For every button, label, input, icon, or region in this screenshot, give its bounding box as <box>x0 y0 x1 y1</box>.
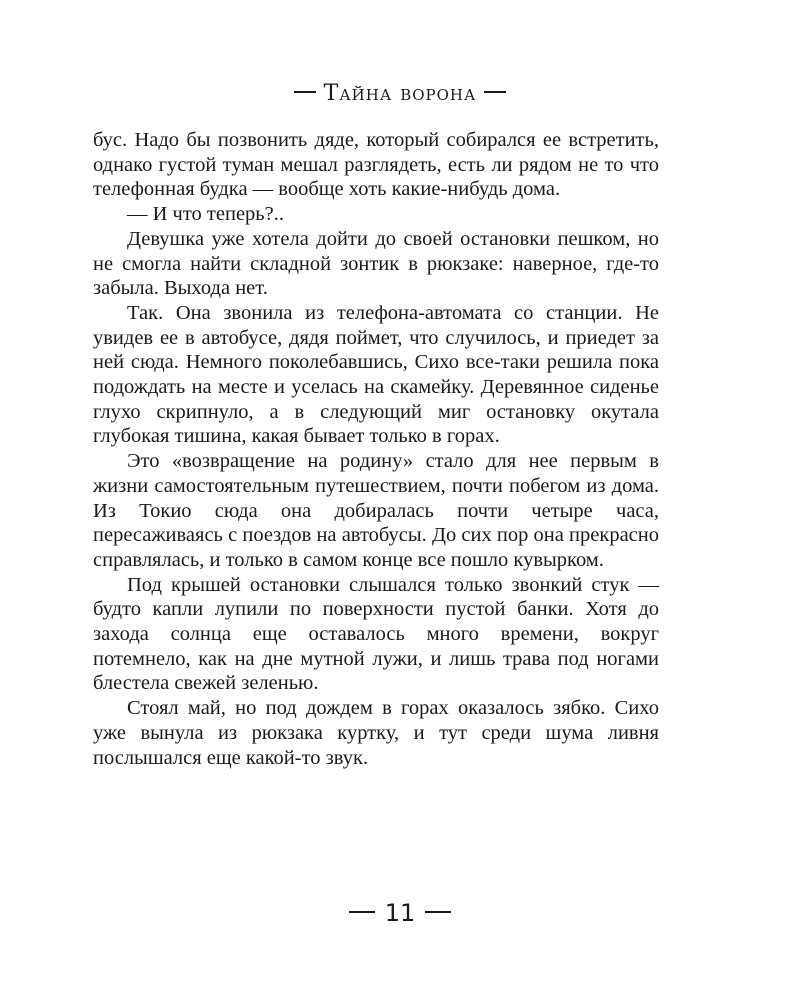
paragraph-7: Стоял май, но под дождем в горах оказалось зябко. Сихо уже вынула из рюкзака куртку, и тут среди шума ливня послышался еще какой-то звук. <box>93 697 659 769</box>
header-dash-right <box>484 91 506 93</box>
paragraph-2: — И что теперь?.. <box>127 203 285 226</box>
paragraph-6: Под крышей остановки слышался только звонкий стук — будто капли лупили по поверхности пустой банки. Хотя до захода солнца еще оставалось много времени, вокруг потемнело, как на дне мутной лужи, и лишь трава под ногами блестела свежей зеленью. <box>93 573 659 695</box>
running-head-title: Тайна ворона <box>323 81 477 106</box>
page-folio <box>0 898 800 928</box>
running-head <box>0 79 800 109</box>
header-dash-left <box>294 91 316 93</box>
folio-dash-right <box>425 911 451 913</box>
paragraph-3: Девушка уже хотела дойти до своей остановки пешком, но не смогла найти складной зонтик в рюкзаке: наверное, где-то забыла. Выхода нет. <box>93 227 659 300</box>
paragraph-4: Так. Она звонила из телефона-автомата со станции. Не увидев ее в автобусе, дядя поймет, что случилось, и приедет за ней сюда. Немного поколебавшись, Сихо все-таки решила пока подождать на месте и уселась на скамейку. Деревянное сиденье глухо скрипнуло, а в следующий миг остановку окутала глубокая тишина, какая бывает только в горах. <box>93 301 659 448</box>
folio-dash-left <box>349 911 375 913</box>
body-text <box>93 128 659 770</box>
paragraph-5: Это «возвращение на родину» стало для нее первым в жизни самостоятельным путешествием, почти побегом из дома. Из Токио сюда она добиралась почти четыре часа, пересаживаясь с поездов на автобусы. До сих пор она прекрасно справлялась, и только в самом конце все пошло кувырком. <box>93 450 659 571</box>
page-number: 11 <box>384 899 416 927</box>
paragraph-1: бус. Надо бы позвонить дяде, который собирался ее встретить, однако густой туман мешал разглядеть, есть ли рядом не то что телефонная будка — вообще хоть какие-нибудь дома. <box>93 129 659 201</box>
